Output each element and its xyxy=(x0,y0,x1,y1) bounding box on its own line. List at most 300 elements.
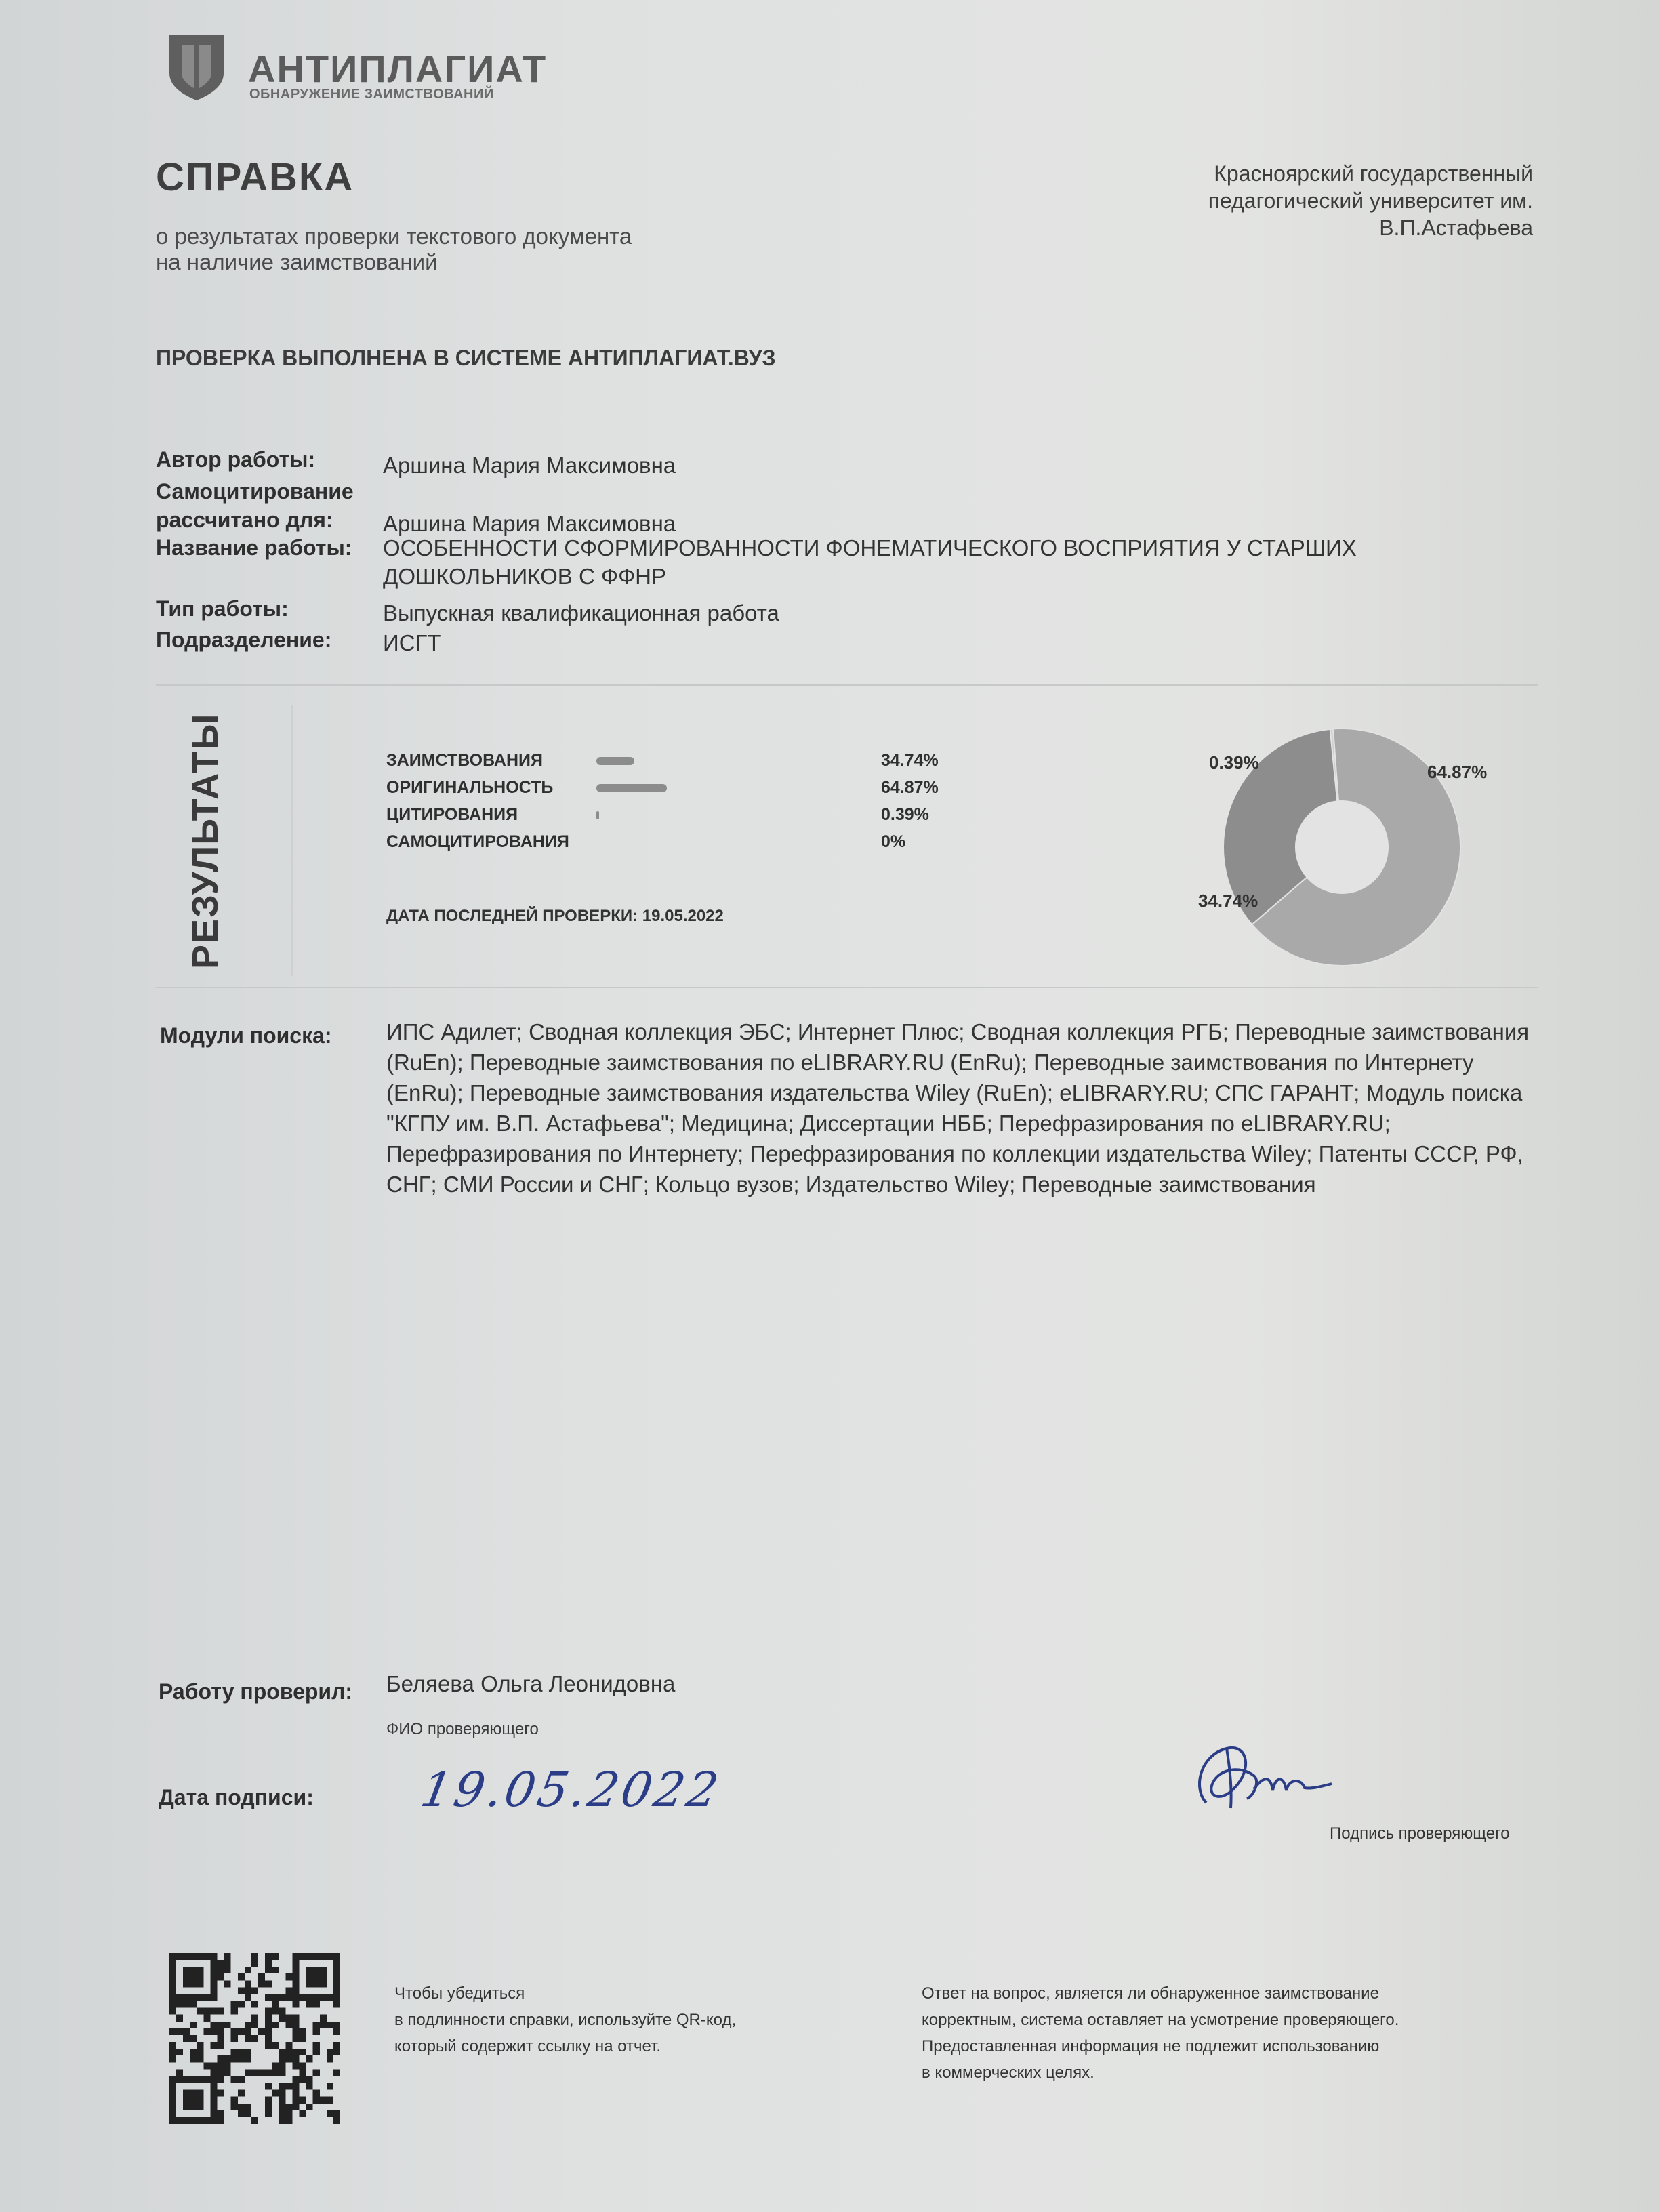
qr-module xyxy=(306,2055,313,2062)
qr-module xyxy=(245,2035,251,2042)
checked-by-value: Беляева Ольга Леонидовна xyxy=(386,1671,676,1696)
qr-module xyxy=(265,1980,272,1987)
qr-module xyxy=(169,2042,176,2049)
qr-module xyxy=(218,2042,224,2049)
qr-module xyxy=(224,1960,231,1967)
qr-module xyxy=(218,2028,224,2035)
qr-module xyxy=(300,2028,306,2035)
qr-module xyxy=(285,2042,292,2049)
qr-module xyxy=(210,1994,217,2001)
qr-module xyxy=(313,1973,320,1980)
pie-label-borrowings: 34.74% xyxy=(1198,890,1258,911)
qr-module xyxy=(210,1987,217,1994)
qr-module xyxy=(306,2083,313,2090)
pie-label-originality: 64.87% xyxy=(1427,762,1488,782)
qr-module xyxy=(238,2110,245,2117)
metric-name: ОРИГИНАЛЬНОСТЬ xyxy=(386,778,554,797)
qr-module xyxy=(292,2028,299,2035)
qr-module xyxy=(265,2008,272,2015)
qr-module xyxy=(224,2069,231,2076)
qr-module xyxy=(292,2022,299,2028)
document-title: СПРАВКА xyxy=(156,155,354,199)
qr-module xyxy=(238,1987,245,1994)
qr-module xyxy=(292,1967,299,1973)
qr-module xyxy=(333,2110,340,2117)
qr-module xyxy=(320,2022,327,2028)
qr-module xyxy=(169,1953,176,1960)
qr-module xyxy=(231,2055,238,2062)
qr-module xyxy=(265,2042,272,2049)
qr-module xyxy=(210,2090,217,2097)
qr-module xyxy=(176,1953,183,1960)
qr-module xyxy=(333,2042,340,2049)
qr-module xyxy=(190,2035,197,2042)
qr-module xyxy=(190,2055,197,2062)
qr-module xyxy=(245,1980,251,1987)
disclaimer xyxy=(922,1980,1532,2086)
qr-module xyxy=(245,1987,251,1994)
logo-name: АНТИПЛАГИАТ xyxy=(248,47,548,90)
qr-module xyxy=(306,1953,313,1960)
qr-module xyxy=(306,2104,313,2110)
qr-module xyxy=(169,2110,176,2117)
qr-module xyxy=(183,2097,190,2104)
qr-module xyxy=(320,1973,327,1980)
qr-module xyxy=(279,2062,285,2069)
qr-module xyxy=(169,1987,176,1994)
qr-module xyxy=(320,1953,327,1960)
qr-note-line: который содержит ссылку на отчет. xyxy=(394,2037,661,2055)
qr-module xyxy=(231,2028,238,2035)
qr-module xyxy=(251,2022,258,2028)
metric-bar-fill xyxy=(596,757,634,765)
qr-module xyxy=(176,1994,183,2001)
qr-module xyxy=(183,1973,190,1980)
qr-module xyxy=(169,2049,176,2055)
qr-module xyxy=(292,2001,299,2008)
qr-module xyxy=(245,2110,251,2117)
qr-module xyxy=(258,2028,265,2035)
qr-module xyxy=(224,2055,231,2062)
qr-module xyxy=(313,2069,320,2076)
qr-module xyxy=(265,2097,272,2104)
qr-module xyxy=(251,2117,258,2124)
qr-module xyxy=(245,2104,251,2110)
qr-module xyxy=(224,2022,231,2028)
qr-module xyxy=(210,2069,217,2076)
work-type-label: Тип работы: xyxy=(156,596,289,621)
qr-module xyxy=(203,2117,210,2124)
qr-module xyxy=(265,2083,272,2090)
qr-module xyxy=(306,2001,313,2008)
qr-module xyxy=(245,2049,251,2055)
qr-module xyxy=(333,2117,340,2124)
qr-module xyxy=(292,2015,299,2022)
qr-module xyxy=(306,1994,313,2001)
qr-module xyxy=(183,1953,190,1960)
fio-caption: ФИО проверяющего xyxy=(386,1720,539,1738)
qr-module xyxy=(313,2001,320,2008)
pie-label-citations: 0.39% xyxy=(1209,752,1259,773)
qr-module xyxy=(285,1994,292,2001)
qr-module xyxy=(197,2117,203,2124)
metric-bar xyxy=(596,838,867,846)
qr-module xyxy=(265,1994,272,2001)
work-title-value: ОСОБЕННОСТИ СФОРМИРОВАННОСТИ ФОНЕМАТИЧЕСКОГО ВОСПРИЯТИЯ У СТАРШИХ ДОШКОЛЬНИКОВ С ФФНР xyxy=(383,535,1357,589)
qr-module xyxy=(218,1967,224,1973)
qr-module xyxy=(279,2117,285,2124)
qr-module xyxy=(203,2015,210,2022)
qr-module xyxy=(313,1953,320,1960)
qr-module xyxy=(251,2069,258,2076)
disclaimer-line: корректным, система оставляет на усмотрение проверяющего. xyxy=(922,2011,1399,2029)
qr-module xyxy=(203,2062,210,2069)
qr-module xyxy=(279,2090,285,2097)
qr-module xyxy=(210,1980,217,1987)
author-label: Автор работы: xyxy=(156,447,316,472)
qr-module xyxy=(272,2001,279,2008)
qr-module xyxy=(218,1973,224,1980)
qr-module xyxy=(210,2062,217,2069)
qr-module xyxy=(218,2110,224,2117)
qr-module xyxy=(210,2076,217,2083)
metric-value: 0.39% xyxy=(881,805,929,824)
qr-module xyxy=(218,2069,224,2076)
metric-bar-fill xyxy=(596,784,667,792)
qr-module xyxy=(210,1960,217,1967)
qr-module xyxy=(251,1987,258,1994)
qr-module xyxy=(245,2055,251,2062)
qr-module xyxy=(245,2069,251,2076)
signature-caption: Подпись проверяющего xyxy=(1330,1824,1510,1843)
qr-module xyxy=(183,1994,190,2001)
qr-module xyxy=(210,2008,217,2015)
qr-module xyxy=(300,2049,306,2055)
qr-module xyxy=(327,2083,333,2090)
qr-module xyxy=(197,2049,203,2055)
qr-module xyxy=(292,1960,299,1967)
qr-module xyxy=(265,2015,272,2022)
qr-module xyxy=(251,2001,258,2008)
qr-module xyxy=(333,1994,340,2001)
qr-module xyxy=(313,2049,320,2055)
qr-module xyxy=(333,2069,340,2076)
qr-module xyxy=(279,2110,285,2117)
qr-module xyxy=(333,2022,340,2028)
metric-bar xyxy=(596,811,867,819)
qr-module xyxy=(238,2049,245,2055)
qr-module xyxy=(292,1987,299,1994)
qr-module xyxy=(320,1994,327,2001)
qr-module xyxy=(320,1967,327,1973)
signature-date-label: Дата подписи: xyxy=(159,1785,314,1809)
qr-module xyxy=(292,2097,299,2104)
qr-module xyxy=(169,1967,176,1973)
qr-module xyxy=(190,2090,197,2097)
qr-module xyxy=(279,2097,285,2104)
logo-tagline: ОБНАРУЖЕНИЕ ЗАИМСТВОВАНИЙ xyxy=(249,87,494,102)
disclaimer-line: в коммерческих целях. xyxy=(922,2064,1094,2082)
metric-value: 64.87% xyxy=(881,778,939,797)
qr-module xyxy=(306,1967,313,1973)
qr-module xyxy=(231,2076,238,2083)
qr-module xyxy=(300,1994,306,2001)
qr-module xyxy=(251,1960,258,1967)
qr-module xyxy=(333,1953,340,1960)
qr-module xyxy=(231,2049,238,2055)
qr-module xyxy=(176,2028,183,2035)
divider xyxy=(156,684,1538,686)
qr-module xyxy=(285,2083,292,2090)
qr-module xyxy=(218,2055,224,2062)
qr-module xyxy=(218,2022,224,2028)
results-section-label: РЕЗУЛЬТАТЫ xyxy=(185,712,226,969)
qr-module xyxy=(251,2035,258,2042)
qr-module xyxy=(313,1980,320,1987)
qr-module xyxy=(279,2069,285,2076)
metric-bar-fill xyxy=(596,811,599,819)
qr-module xyxy=(272,2008,279,2015)
qr-module xyxy=(292,2104,299,2110)
qr-module xyxy=(258,1973,265,1980)
qr-module xyxy=(197,1953,203,1960)
qr-module xyxy=(210,2022,217,2028)
metric-name: САМОЦИТИРОВАНИЯ xyxy=(386,832,569,851)
qr-module xyxy=(218,2035,224,2042)
qr-module xyxy=(306,1973,313,1980)
qr-module xyxy=(265,1960,272,1967)
last-check-date: ДАТА ПОСЛЕДНЕЙ ПРОВЕРКИ: 19.05.2022 xyxy=(386,907,724,925)
qr-module xyxy=(224,1967,231,1973)
qr-module xyxy=(197,2055,203,2062)
qr-module xyxy=(169,2008,176,2015)
metric-name: ЗАИМСТВОВАНИЯ xyxy=(386,751,543,770)
qr-module xyxy=(285,1987,292,1994)
qr-module xyxy=(210,2083,217,2090)
qr-module xyxy=(183,2001,190,2008)
qr-module xyxy=(218,1960,224,1967)
qr-module xyxy=(238,2104,245,2110)
qr-module xyxy=(218,2008,224,2015)
qr-module xyxy=(238,2028,245,2035)
qr-module xyxy=(285,2117,292,2124)
qr-module xyxy=(190,2076,197,2083)
qr-module xyxy=(272,2022,279,2028)
qr-module xyxy=(333,2049,340,2055)
qr-module xyxy=(210,1953,217,1960)
search-modules-list: ИПС Адилет; Сводная коллекция ЭБС; Интернет Плюс; Сводная коллекция РГБ; Переводные заимствования (RuEn); Переводные заимствования по eLIBRARY.RU (EnRu); Переводные заимствования по Интернету (EnRu); Переводные заимствования издательства Wiley (RuEn); eLIBRARY.RU; СПС ГАРАНТ; Модуль поиска "КГПУ им. В.П. Астафьева"; Медицина; Диссертации НББ; Перефразирования по eLIBRARY.RU; Перефразирования по Интернету; Перефразирования по коллекции издательства Wiley; Патенты СССР, РФ, СНГ; СМИ России и СНГ; Кольцо вузов; Издательство Wiley; Переводные заимствования xyxy=(386,1019,1530,1197)
qr-module xyxy=(203,1953,210,1960)
qr-module xyxy=(190,1994,197,2001)
qr-module xyxy=(279,2008,285,2015)
qr-module xyxy=(183,2035,190,2042)
selfcite-value: Аршина Мария Максимовна xyxy=(383,511,676,536)
qr-module xyxy=(183,2090,190,2097)
selfcite-label-line: Самоцитирование xyxy=(156,479,354,504)
qr-module xyxy=(313,1994,320,2001)
qr-module xyxy=(210,2104,217,2110)
qr-module xyxy=(285,2110,292,2117)
qr-module xyxy=(238,1973,245,1980)
qr-module xyxy=(203,1994,210,2001)
qr-module xyxy=(300,2110,306,2117)
qr-module xyxy=(300,2069,306,2076)
qr-module xyxy=(210,2097,217,2104)
qr-module xyxy=(313,2022,320,2028)
qr-module xyxy=(190,2117,197,2124)
qr-module xyxy=(306,1980,313,1987)
disclaimer-line: Предоставленная информация не подлежит использованию xyxy=(922,2037,1380,2055)
work-type-value: Выпускная квалификационная работа xyxy=(383,600,779,626)
qr-module xyxy=(231,2008,238,2015)
work-title-label: Название работы: xyxy=(156,535,352,560)
metric-name: ЦИТИРОВАНИЯ xyxy=(386,805,518,824)
qr-module xyxy=(272,2042,279,2049)
qr-module xyxy=(169,2104,176,2110)
qr-module xyxy=(313,1967,320,1973)
qr-module xyxy=(197,2104,203,2110)
qr-module xyxy=(190,2001,197,2008)
donut-hole xyxy=(1296,801,1388,893)
qr-module xyxy=(333,1980,340,1987)
qr-module xyxy=(292,2076,299,2083)
qr-module xyxy=(327,2110,333,2117)
qr-module xyxy=(327,2049,333,2055)
qr-module xyxy=(203,2028,210,2035)
qr-module xyxy=(169,2117,176,2124)
qr-module xyxy=(285,2104,292,2110)
qr-module xyxy=(183,2076,190,2083)
department-label: Подразделение: xyxy=(156,628,332,652)
qr-module xyxy=(292,2062,299,2069)
qr-module xyxy=(203,2008,210,2015)
qr-module xyxy=(169,2097,176,2104)
qr-module xyxy=(210,2028,217,2035)
qr-module xyxy=(306,2076,313,2083)
results-divider xyxy=(291,705,293,976)
qr-module xyxy=(333,1967,340,1973)
qr-module xyxy=(224,2062,231,2069)
qr-module xyxy=(327,1994,333,2001)
qr-module xyxy=(279,2015,285,2022)
qr-module xyxy=(210,2110,217,2117)
qr-module xyxy=(300,2076,306,2083)
qr-module xyxy=(197,2008,203,2015)
qr-module xyxy=(285,1973,292,1980)
qr-module xyxy=(251,2015,258,2022)
qr-module xyxy=(292,1980,299,1987)
qr-module xyxy=(313,2042,320,2049)
qr-module xyxy=(292,2083,299,2090)
qr-module xyxy=(197,1994,203,2001)
qr-module xyxy=(190,1980,197,1987)
qr-module xyxy=(333,1973,340,1980)
subtitle-line: о результатах проверки текстового документа xyxy=(156,224,632,249)
qr-module xyxy=(265,2104,272,2110)
qr-module xyxy=(327,2055,333,2062)
qr-module xyxy=(272,1967,279,1973)
qr-module xyxy=(183,2104,190,2110)
antiplagiat-logo-icon xyxy=(167,31,226,102)
qr-module xyxy=(176,2001,183,2008)
qr-module xyxy=(333,1960,340,1967)
qr-module xyxy=(190,1973,197,1980)
qr-module xyxy=(333,2028,340,2035)
qr-module xyxy=(218,2117,224,2124)
qr-module xyxy=(176,2076,183,2083)
qr-module xyxy=(245,2022,251,2028)
qr-module xyxy=(197,2090,203,2097)
qr-module xyxy=(320,2015,327,2022)
qr-module xyxy=(265,2035,272,2042)
qr-module xyxy=(292,2035,299,2042)
qr-module xyxy=(272,2062,279,2069)
org-line: В.П.Астафьева xyxy=(1379,216,1533,240)
qr-module xyxy=(292,1994,299,2001)
qr-module xyxy=(169,2001,176,2008)
qr-module xyxy=(169,2055,176,2062)
qr-module xyxy=(169,2076,176,2083)
qr-module xyxy=(258,2069,265,2076)
qr-note xyxy=(394,1980,869,2060)
qr-module xyxy=(210,2042,217,2049)
qr-code xyxy=(169,1953,340,2124)
qr-module xyxy=(265,2069,272,2076)
qr-module xyxy=(265,1953,272,1960)
selfcite-label xyxy=(156,477,354,534)
qr-module xyxy=(169,1960,176,1967)
qr-module xyxy=(313,2028,320,2035)
qr-module xyxy=(300,2097,306,2104)
qr-module xyxy=(279,2049,285,2055)
qr-module xyxy=(203,2076,210,2083)
qr-module xyxy=(238,2076,245,2083)
qr-module xyxy=(292,1973,299,1980)
qr-module xyxy=(190,2097,197,2104)
metric-bar xyxy=(596,784,867,792)
qr-module xyxy=(265,2110,272,2117)
qr-module xyxy=(285,2055,292,2062)
qr-module xyxy=(285,2022,292,2028)
handwritten-signature xyxy=(1179,1728,1342,1823)
qr-module xyxy=(313,2090,320,2097)
qr-module xyxy=(197,2042,203,2049)
qr-module xyxy=(218,2062,224,2069)
qr-module xyxy=(238,2001,245,2008)
qr-module xyxy=(190,2104,197,2110)
qr-module xyxy=(197,1973,203,1980)
qr-module xyxy=(190,1967,197,1973)
qr-module xyxy=(327,1953,333,1960)
qr-module xyxy=(333,2001,340,2008)
qr-module xyxy=(176,2015,183,2022)
metric-value: 34.74% xyxy=(881,751,939,770)
qr-module xyxy=(218,2090,224,2097)
qr-module xyxy=(231,2001,238,2008)
qr-module xyxy=(279,2104,285,2110)
qr-module xyxy=(327,2097,333,2104)
org-line: Красноярский государственный xyxy=(1214,161,1533,186)
qr-module xyxy=(197,2097,203,2104)
qr-module xyxy=(190,1953,197,1960)
qr-module xyxy=(272,1994,279,2001)
metric-value: 0% xyxy=(881,832,906,851)
checked-by-label: Работу проверил: xyxy=(159,1679,353,1704)
qr-module xyxy=(313,2097,320,2104)
qr-module xyxy=(265,2022,272,2028)
qr-module xyxy=(265,1967,272,1973)
qr-module xyxy=(333,1987,340,1994)
